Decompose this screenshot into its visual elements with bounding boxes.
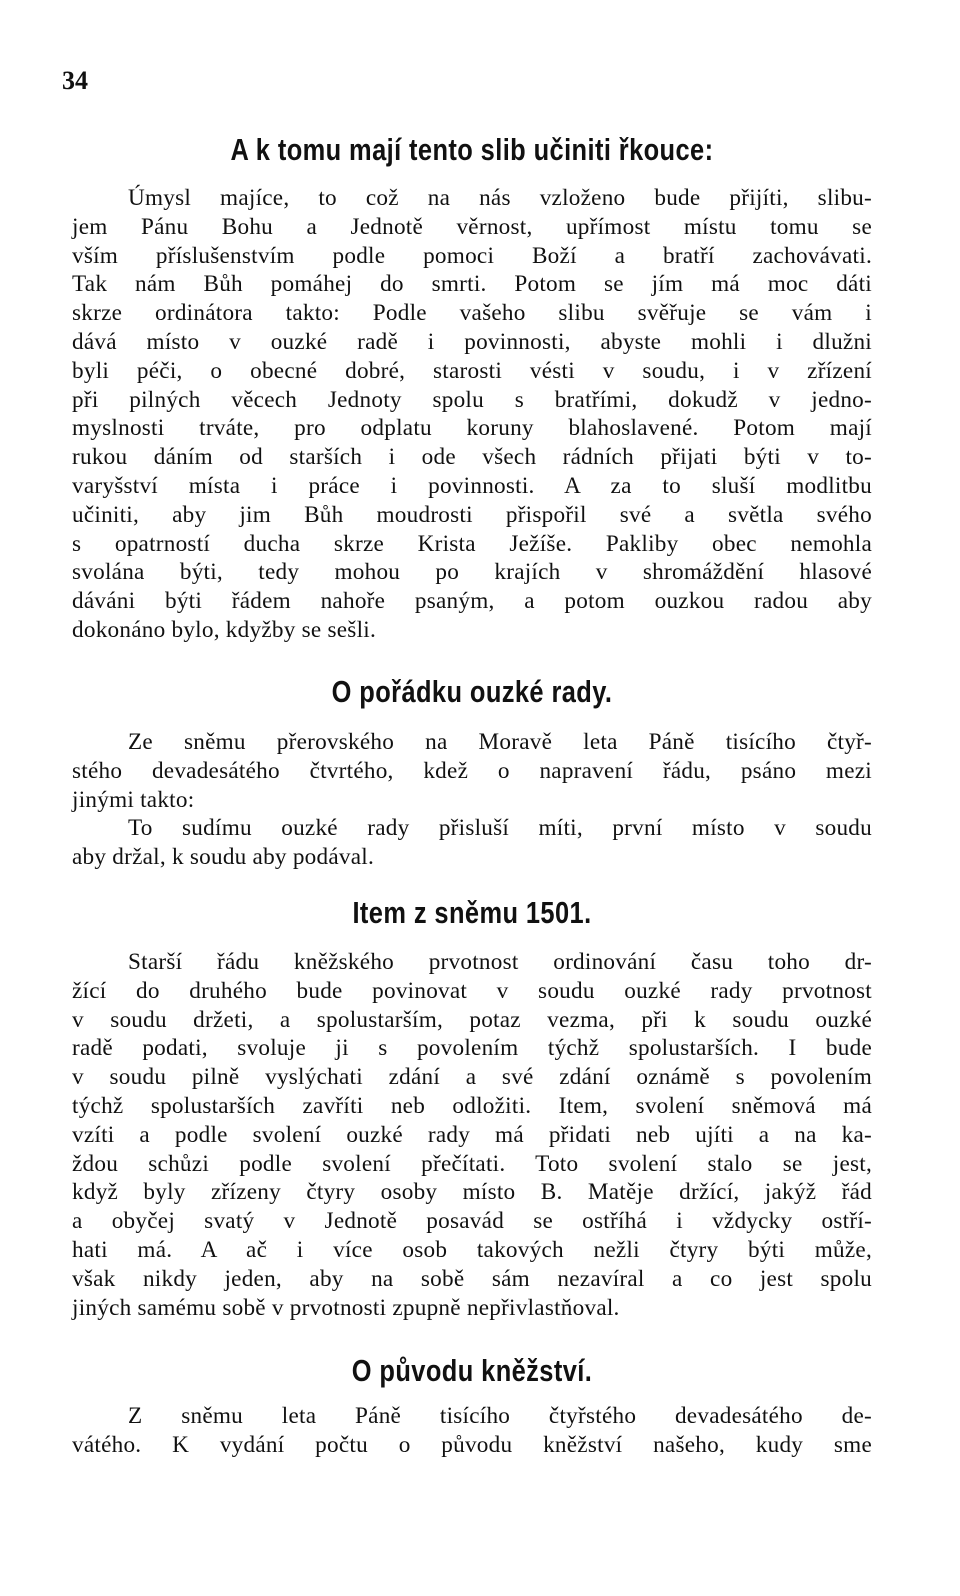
text-line: stého devadesátého čtvrtého, kdež o napravení řádu, psáno mezi [72, 757, 872, 784]
paragraph-council-order [72, 728, 872, 872]
paragraph-priesthood-origin [72, 1402, 872, 1460]
text-line: vzíti a podle svolení ouzké rady má přidati neb ujíti a na ka- [72, 1121, 872, 1148]
text-line: když byly zřízeny čtyry osoby místo B. Matěje držící, jakýž řád [72, 1179, 872, 1206]
text-line: myslnosti trváte, pro odplatu koruny blahoslavené. Potom mají [72, 415, 872, 442]
text-line: jinými takto: [72, 786, 195, 813]
text-line: však nikdy jeden, aby na sobě sám nezavíral a co jest spolu [72, 1265, 872, 1292]
text-line: vátého. K vydání počtu o původu kněžství našeho, kudy sme [72, 1431, 872, 1458]
text-line: To sudímu ouzké rady přisluší míti, první místo v soudu [128, 815, 872, 842]
text-line: hati má. A ač i více osob takových nežli čtyry býti může, [72, 1236, 872, 1263]
text-line: v soudu držeti, a spolustarším, potaz vezma, při k soudu ouzké [72, 1006, 872, 1033]
text-line: svolána býti, tedy mohou po krajích v shromáždění hlasové [72, 559, 872, 586]
paragraph-oath [72, 184, 872, 645]
text-line: při pilných věcech Jednoty spolu s bratřími, dokudž v jedno- [72, 386, 872, 413]
section-heading-council-order: O pořádku ouzké rady. [331, 674, 613, 709]
text-line: dává místo v ouzké radě i povinnosti, abyste mohli i dlužni [72, 328, 872, 355]
text-line: týchž spolustarších zavříti neb odložiti. Item, svolení sněmová má [72, 1092, 872, 1119]
section-heading-synod-1501: Item z sněmu 1501. [352, 895, 592, 930]
text-line: Úmysl majíce, to což na nás vzloženo bude přijíti, slibu- [128, 185, 872, 211]
text-line: varyšství místa i práce i povinnosti. A za to sluší modlitbu [72, 472, 872, 499]
text-line: žící do druhého bude povinovat v soudu ouzké rady prvotnost [72, 977, 872, 1004]
text-line: rukou dáním od starších i ode všech rádních přijati býti v to- [72, 444, 872, 471]
text-line: dáváni býti řádem nahoře psaným, a potom ouzkou radou aby [72, 588, 872, 615]
text-line: Z sněmu leta Páně tisícího čtyřstého devadesátého de- [128, 1403, 872, 1429]
section-heading-priesthood-origin: O původu kněžství. [351, 1353, 593, 1388]
text-line: Tak nám Bůh pomáhej do smrti. Potom se jím má moc dáti [72, 271, 872, 298]
text-line: aby držal, k soudu aby podával. [72, 844, 375, 871]
text-line: učiniti, aby jim Bůh moudrosti přispořil své a světla svého [72, 501, 872, 528]
text-line: jem Pánu Bohu a Jednotě věrnost, upřímost místu tomu se [72, 213, 872, 240]
text-line: vším příslušenstvím podle pomoci Boží a bratří zachovávati. [72, 242, 872, 269]
text-line: s opatrností ducha skrze Krista Ježíše. Pakliby obec nemohla [72, 530, 872, 557]
text-line: dokonáno bylo, kdyžby se sešli. [72, 616, 377, 643]
text-line: v soudu pilně vyslýchati zdání a své zdání oznámě s povolením [72, 1064, 872, 1091]
text-line: a obyčej svatý v Jednotě posavád se ostříhá i vždycky ostří- [72, 1208, 872, 1235]
text-line: Starší řádu kněžského prvotnost ordinování času toho dr- [128, 949, 872, 975]
text-line: ždou schůzi podle svolení přečítati. Toto svolení stalo se jest, [72, 1150, 872, 1177]
text-line: skrze ordinátora takto: Podle vašeho slibu svěřuje se vám i [72, 300, 872, 327]
section-heading-oath: A k tomu mají tento slib učiniti řkouce: [230, 132, 714, 167]
text-line: radě podati, svoluje ji s povolením týchž spolustarších. I bude [72, 1035, 872, 1062]
paragraph-synod-1501 [72, 948, 872, 1322]
page-number: 34 [62, 66, 88, 95]
text-line: byli péči, o obecné dobré, starosti vésti v soudu, i v zřízení [72, 357, 872, 384]
text-line: Ze sněmu přerovského na Moravě leta Páně tisícího čtyř- [128, 729, 872, 755]
text-line: jiných samému sobě v prvotnosti zpupně nepřivlastňoval. [72, 1294, 620, 1321]
